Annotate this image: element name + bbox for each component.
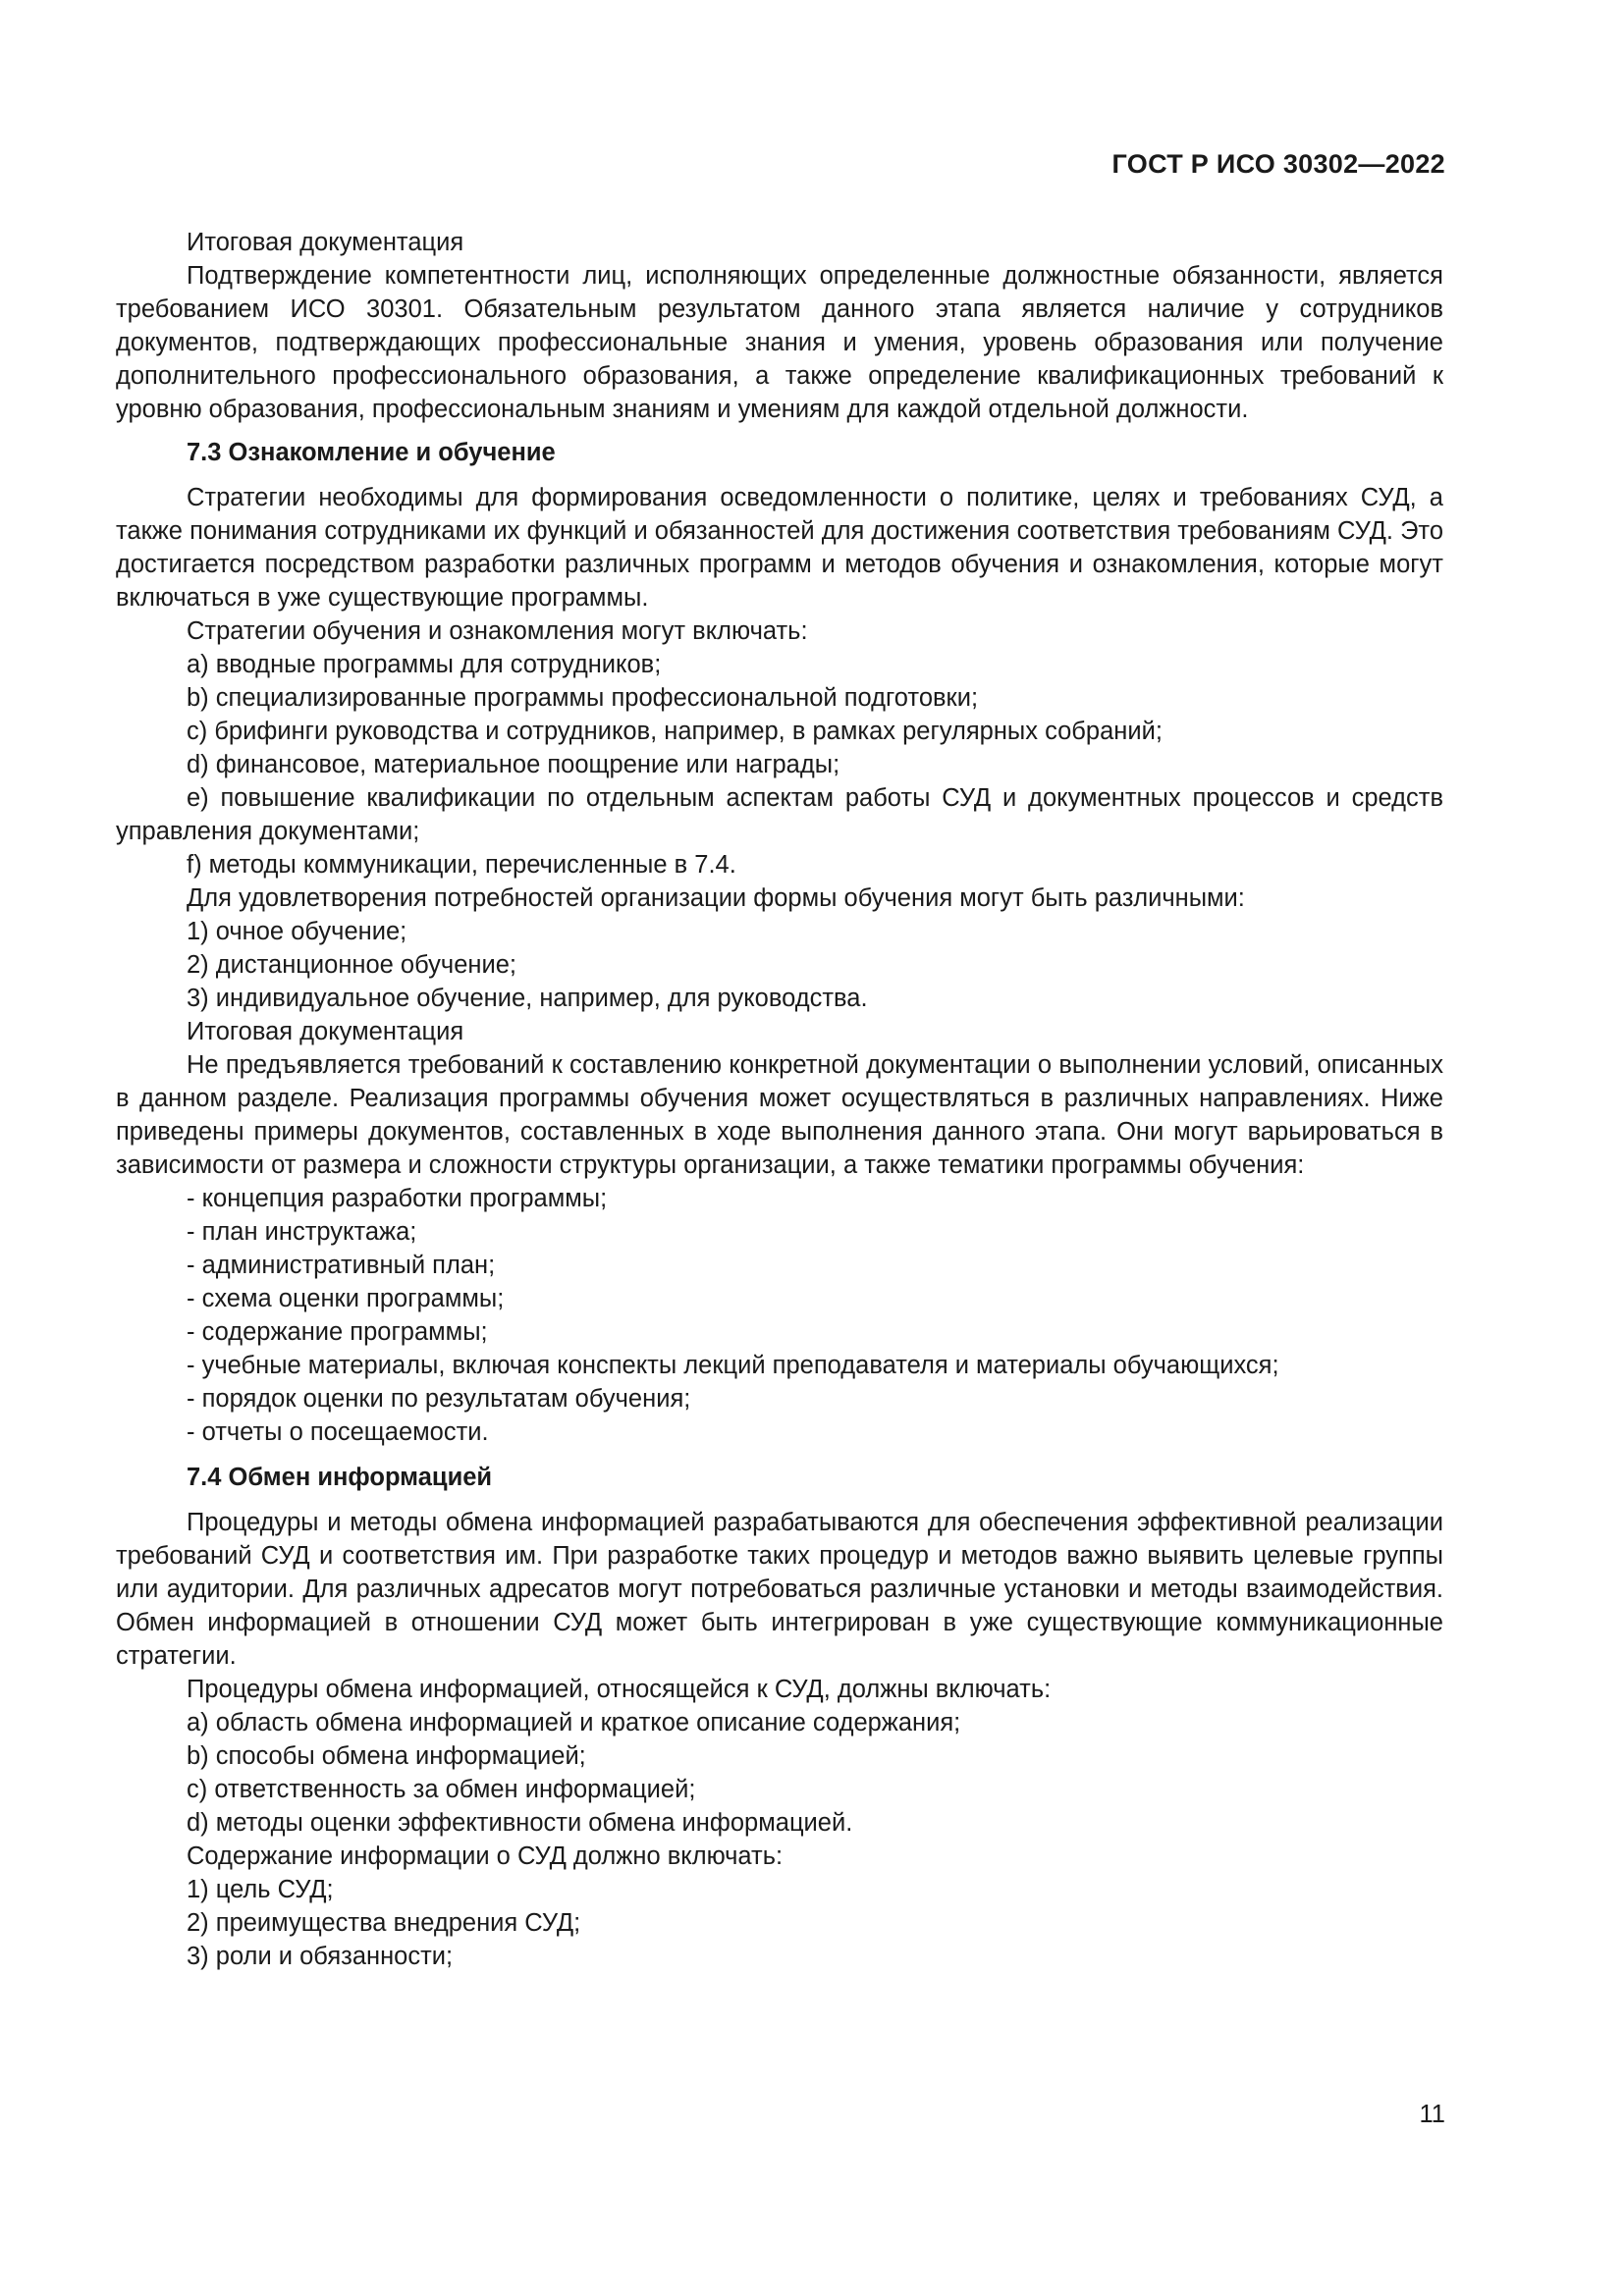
final-documentation-label: Итоговая документация — [187, 1018, 464, 1045]
section-7-3-heading: 7.3 Ознакомление и обучение — [187, 439, 556, 466]
forms-intro: Для удовлетворения потребностей организации формы обучения могут быть различными: — [187, 884, 1245, 912]
list-item: - концепция разработки программы; — [187, 1185, 608, 1212]
list-item: d) финансовое, материальное поощрение или награды; — [187, 751, 840, 778]
list-item: 1) цель СУД; — [187, 1876, 334, 1903]
procedures-intro: Процедуры обмена информацией, относящейся к СУД, должны включать: — [187, 1676, 1052, 1703]
list-item: - отчеты о посещаемости. — [187, 1418, 489, 1446]
list-item: - схема оценки программы; — [187, 1285, 505, 1312]
section-7-3-paragraph: Стратегии необходимы для формирования осведомленности о политике, целях и требованиях СУД, а также понимания сотрудниками их функций и обязанностей для достижения соответствия требованиям СУД. Это достигается посредством разработки различных программ и методов обучения и ознакомления, которые могут включаться в уже существующие программы. — [116, 484, 1443, 612]
list-item: - учебные материалы, включая конспекты лекций преподавателя и материалы обучающихся; — [187, 1352, 1279, 1379]
list-item: b) способы обмена информацией; — [187, 1742, 586, 1770]
intro-paragraph: Подтверждение компетентности лиц, исполняющих определенные должностные обязанности, является требованием ИСО 30301. Обязательным результатом данного этапа является наличие у сотрудников документов, подтверждающих профессиональные знания и умения, уровень образования или получение дополнительного профессионального образования, а также определение квалификационных требований к уровню образования, профессиональным знаниям и умениям для каждой отдельной должности. — [116, 262, 1443, 423]
final-documentation-label: Итоговая документация — [187, 229, 464, 256]
list-item: 3) индивидуальное обучение, например, для руководства. — [187, 985, 868, 1012]
list-item: f) методы коммуникации, перечисленные в 7.4. — [187, 851, 736, 879]
section-7-4-heading: 7.4 Обмен информацией — [187, 1464, 493, 1491]
list-item: c) брифинги руководства и сотрудников, например, в рамках регулярных собраний; — [187, 718, 1163, 745]
document-code-header: ГОСТ Р ИСО 30302—2022 — [1111, 149, 1445, 179]
list-item: a) вводные программы для сотрудников; — [187, 651, 662, 678]
list-item: d) методы оценки эффективности обмена информацией. — [187, 1809, 853, 1837]
list-item: - содержание программы; — [187, 1318, 488, 1346]
page-number: 11 — [1419, 2101, 1445, 2128]
list-item: 2) преимущества внедрения СУД; — [187, 1909, 581, 1937]
list-item: - административный план; — [187, 1252, 496, 1279]
list-item: 3) роли и обязанности; — [187, 1943, 454, 1970]
content-intro: Содержание информации о СУД должно включать: — [187, 1842, 784, 1870]
list-item: a) область обмена информацией и краткое описание содержания; — [187, 1709, 961, 1736]
final-documentation-paragraph: Не предъявляется требований к составлению конкретной документации о выполнении условий, описанных в данном разделе. Реализация программы обучения может осуществляться в различных направлениях. Ниже приведены примеры документов, составленных в ходе выполнения данного этапа. Они могут варьироваться в зависимости от размера и сложности структуры организации, а также тематики программы обучения: — [116, 1051, 1443, 1179]
section-7-4-paragraph: Процедуры и методы обмена информацией разрабатываются для обеспечения эффективной реализации требований СУД и соответствия им. При разработке таких процедур и методов важно выявить целевые группы или аудитории. Для различных адресатов могут потребоваться различные установки и методы взаимодействия. Обмен информацией в отношении СУД может быть интегрирован в уже существующие коммуникационные стратегии. — [116, 1509, 1443, 1670]
list-item: 1) очное обучение; — [187, 918, 407, 945]
list-item: c) ответственность за обмен информацией; — [187, 1776, 696, 1803]
list-item: - план инструктажа; — [187, 1218, 417, 1246]
list-item: 2) дистанционное обучение; — [187, 951, 516, 979]
list-item: - порядок оценки по результатам обучения; — [187, 1385, 691, 1413]
list-item: e) повышение квалификации по отдельным аспектам работы СУД и документных процессов и средств управления документами; — [116, 784, 1443, 845]
list-item: b) специализированные программы профессиональной подготовки; — [187, 684, 979, 712]
page-content — [116, 226, 1443, 1973]
strategies-intro: Стратегии обучения и ознакомления могут включать: — [187, 617, 808, 645]
